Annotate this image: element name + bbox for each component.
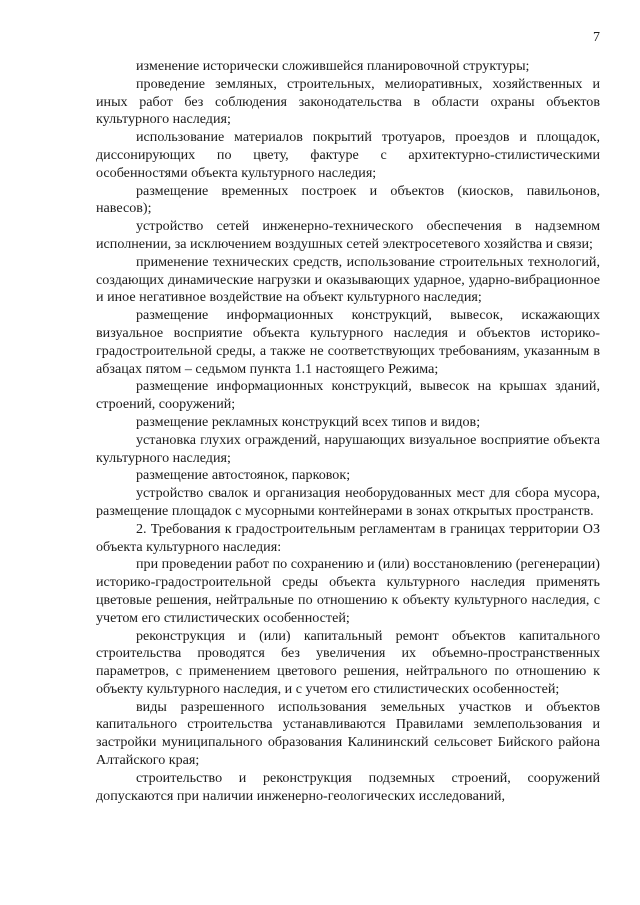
- paragraph-16: виды разрешенного использования земельных участков и объектов капитального строительства устанавливаются Правилами землепользования и застройки муниципального образования Калининский сельсовет Бийского района Алтайского края;: [96, 698, 600, 769]
- paragraph-12: устройство свалок и организация необорудованных мест для сбора мусора, размещение площадок с мусорными контейнерами в зонах открытых пространств.: [96, 485, 600, 519]
- paragraph-2: проведение земляных, строительных, мелиоративных, хозяйственных и иных работ без соблюдения законодательства в области охраны объектов культурного наследия;: [96, 75, 600, 128]
- paragraph-10: установка глухих ограждений, нарушающих визуальное восприятие объекта культурного наследия;: [96, 431, 600, 466]
- paragraph-17: строительство и реконструкция подземных строений, сооружений допускаются при наличии инженерно-геологических исследований,: [96, 769, 600, 804]
- paragraph-1: изменение исторически сложившейся планировочной структуры;: [136, 58, 530, 74]
- paragraph-8: размещение информационных конструкций, вывесок на крышах зданий, строений, сооружений;: [96, 378, 600, 413]
- paragraph-15: реконструкция и (или) капитальный ремонт объектов капитального строительства проводятся без увеличения их объемно-пространственных параметров, с применением цветового решения, нейтрального по отношению к объекту культурного наследия, и с учетом его стилистических особенностей;: [96, 627, 600, 697]
- paragraph-13: 2. Требования к градостроительным регламентам в границах территории ОЗ объекта культурного наследия:: [96, 520, 600, 555]
- document-body: [96, 58, 600, 805]
- paragraph-3: использование материалов покрытий тротуаров, проездов и площадок, диссонирующих по цвету, фактуре с архитектурно-стилистическими особенностями объекта культурного наследия;: [96, 129, 600, 181]
- paragraph-5: устройство сетей инженерно-технического обеспечения в надземном исполнении, за исключением воздушных сетей электросетевого хозяйства и связи;: [96, 218, 600, 252]
- page-number: 7: [593, 30, 600, 45]
- paragraph-11: размещение автостоянок, парковок;: [136, 467, 351, 484]
- paragraph-4: размещение временных построек и объектов (киосков, павильонов, навесов);: [96, 182, 600, 217]
- paragraph-9: размещение рекламных конструкций всех типов и видов;: [136, 413, 481, 430]
- paragraph-6: применение технических средств, использование строительных технологий, создающих динамические нагрузки и оказывающих ударное, ударно-вибрационное и иное негативное воздействие на объект культурного наследия;: [96, 253, 600, 306]
- paragraph-7: размещение информационных конструкций, вывесок, искажающих визуальное восприятие объекта культурного наследия и объектов историко-градостроительной среды, а также не соответствующих требованиям, указанным в абзацах пятом – седьмом пункта 1.1 настоящего Режима;: [96, 307, 600, 377]
- paragraph-14: при проведении работ по сохранению и (или) восстановлению (регенерации) историко-градостроительной среды объекта культурного наследия применять цветовые решения, нейтральные по отношению к объекту культурного наследия, с учетом его стилистических особенностей;: [96, 556, 600, 626]
